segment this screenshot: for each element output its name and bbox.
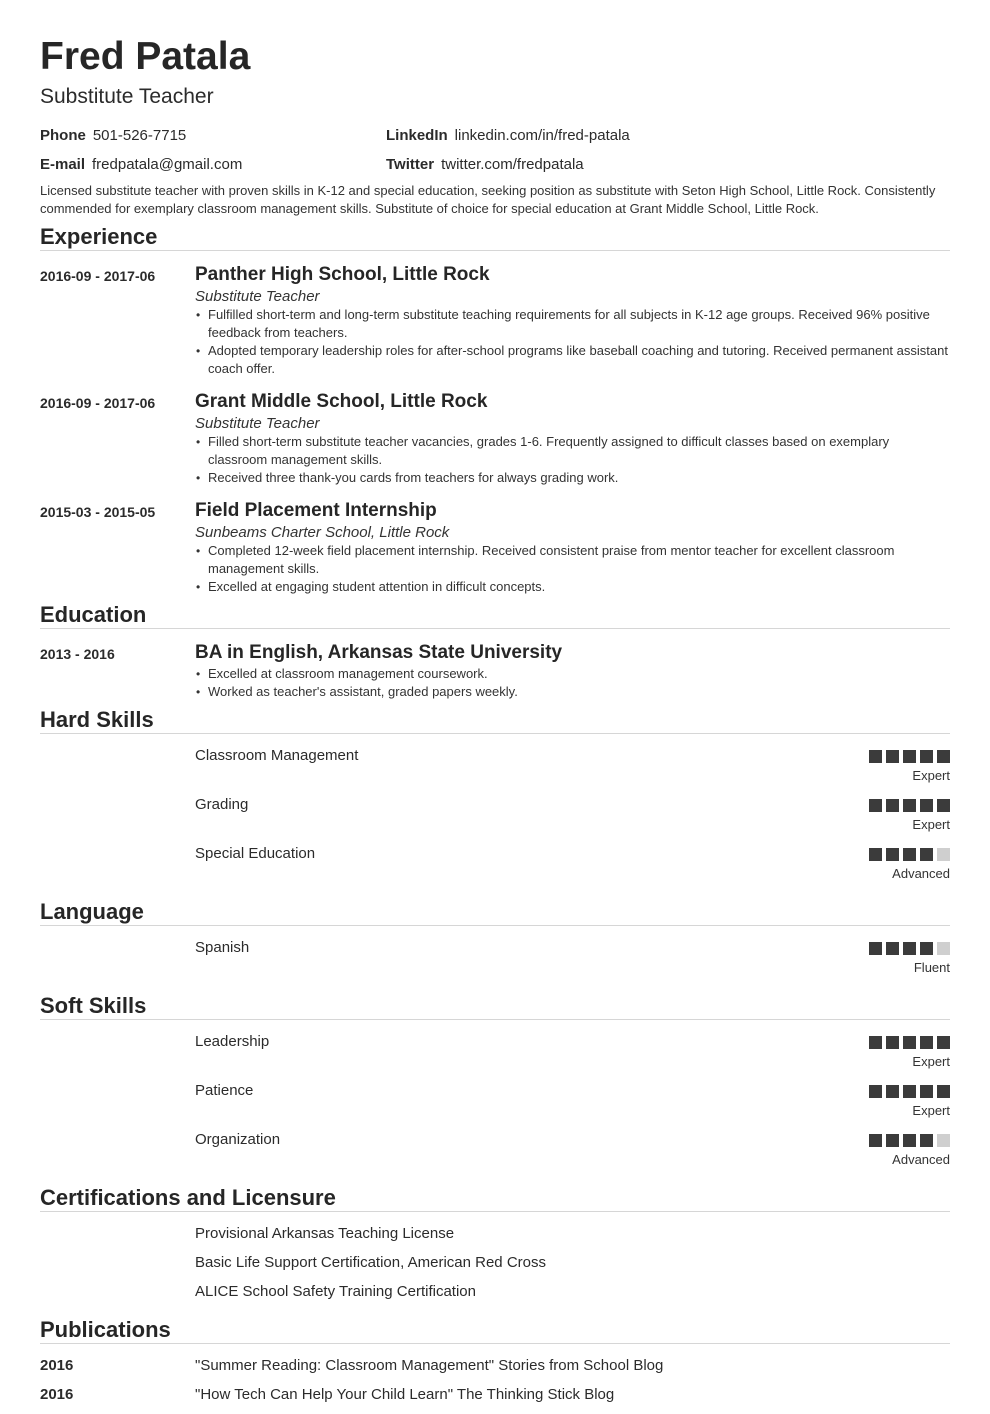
contact-twitter: [386, 156, 584, 174]
contact-block: [40, 122, 950, 182]
language-list: [40, 938, 950, 987]
soft-skills-section-title: Soft Skills: [40, 993, 950, 1020]
contact-linkedin: [386, 127, 630, 145]
rating-square-filled: [937, 1036, 950, 1049]
rating-square-filled: [869, 848, 882, 861]
entry-heading: Panther High School, Little Rock: [195, 264, 490, 285]
skill-row: [40, 795, 950, 844]
skill-row: [40, 1130, 950, 1179]
rating-square-filled: [920, 1085, 933, 1098]
phone-label: Phone: [40, 127, 86, 144]
entry-bullets: [195, 665, 950, 701]
contact-email: [40, 156, 242, 174]
rating-square-filled: [903, 1134, 916, 1147]
rating-square-filled: [920, 1134, 933, 1147]
twitter-label: Twitter: [386, 156, 435, 173]
experience-entry: [40, 263, 950, 378]
rating-square-filled: [920, 1036, 933, 1049]
skill-rating: [869, 750, 950, 763]
education-list: [40, 641, 950, 701]
rating-square-filled: [869, 942, 882, 955]
skill-name: Classroom Management: [195, 747, 359, 764]
rating-square-filled: [903, 942, 916, 955]
education-section-title: Education: [40, 602, 950, 629]
bullet-item: • Filled short-term substitute teacher vacancies, grades 1-6. Frequently assigned to difficult classes based on exemplary classroom management skills.: [195, 433, 950, 469]
rating-square-filled: [920, 799, 933, 812]
rating-square-empty: [937, 848, 950, 861]
entry-date: 2016-09 - 2017-06: [40, 395, 156, 411]
publication-year: 2016: [40, 1386, 74, 1403]
rating-square-filled: [903, 1085, 916, 1098]
certifications-section-title: Certifications and Licensure: [40, 1185, 950, 1212]
candidate-name: Fred Patala: [40, 35, 251, 78]
rating-square-filled: [920, 848, 933, 861]
experience-list: [40, 263, 950, 596]
rating-square-filled: [903, 1036, 916, 1049]
rating-square-filled: [903, 848, 916, 861]
entry-heading: Grant Middle School, Little Rock: [195, 391, 488, 412]
certification-item: ALICE School Safety Training Certification: [195, 1283, 476, 1300]
bullet-item: • Completed 12-week field placement internship. Received consistent praise from mentor teacher for excellent classroom management skills.: [195, 542, 950, 578]
job-title: Substitute Teacher: [40, 85, 214, 108]
rating-square-filled: [886, 942, 899, 955]
skill-name: Organization: [195, 1131, 281, 1148]
certifications-list: [40, 1224, 950, 1311]
linkedin-label: LinkedIn: [386, 127, 448, 144]
rating-square-filled: [869, 1085, 882, 1098]
entry-subtitle: Substitute Teacher: [195, 415, 320, 432]
skill-row: [40, 844, 950, 893]
entry-date: 2015-03 - 2015-05: [40, 504, 156, 520]
bullet-item: • Adopted temporary leadership roles for after-school programs like baseball coaching and tutoring. Received permanent assistant coach offer.: [195, 342, 950, 378]
skill-rating: [869, 1036, 950, 1049]
summary: Licensed substitute teacher with proven skills in K-12 and special education, seeking position as substitute with Seton High School, Little Rock. Consistently commended for exemplary classroom management skills. Substitute of choice for special education at Grant Middle School, Little Rock.: [40, 183, 936, 216]
skill-rating: [869, 799, 950, 812]
bullet-item: • Fulfilled short-term and long-term substitute teaching requirements for all subjects in K-12 age groups. Received 96% positive feedback from teachers.: [195, 306, 950, 342]
skill-row: [40, 938, 950, 987]
skill-rating: [869, 1134, 950, 1147]
rating-square-filled: [920, 750, 933, 763]
skill-rating: [869, 848, 950, 861]
bullet-item: • Received three thank-you cards from teachers for always grading work.: [195, 469, 950, 487]
skill-level: Advanced: [892, 1152, 950, 1167]
skill-rating: [869, 942, 950, 955]
entry-date: 2013 - 2016: [40, 646, 115, 662]
certification-item: Provisional Arkansas Teaching License: [195, 1225, 455, 1242]
experience-entry: [40, 499, 950, 596]
experience-section-title: Experience: [40, 224, 950, 251]
linkedin-value[interactable]: linkedin.com/in/fred-patala: [454, 127, 630, 144]
skill-row: [40, 746, 950, 795]
soft-skills-list: [40, 1032, 950, 1179]
bullet-item: • Excelled at classroom management coursework.: [195, 665, 950, 683]
rating-square-filled: [937, 799, 950, 812]
bullet-item: • Excelled at engaging student attention in difficult concepts.: [195, 578, 950, 596]
rating-square-filled: [869, 1036, 882, 1049]
publication-item: [40, 1356, 950, 1385]
rating-square-filled: [903, 750, 916, 763]
skill-level: Advanced: [892, 866, 950, 881]
hard-skills-section-title: Hard Skills: [40, 707, 950, 734]
publications-section-title: Publications: [40, 1317, 950, 1344]
skill-row: [40, 1032, 950, 1081]
rating-square-filled: [886, 1036, 899, 1049]
rating-square-filled: [920, 942, 933, 955]
skill-level: Fluent: [913, 960, 950, 975]
rating-square-filled: [886, 1085, 899, 1098]
skill-level: Expert: [912, 1103, 950, 1118]
publications-list: [40, 1356, 950, 1414]
rating-square-filled: [886, 799, 899, 812]
skill-name: Spanish: [195, 939, 250, 956]
rating-square-empty: [937, 1134, 950, 1147]
entry-date: 2016-09 - 2017-06: [40, 268, 156, 284]
entry-bullets: [195, 306, 950, 378]
rating-square-filled: [886, 1134, 899, 1147]
rating-square-filled: [869, 1134, 882, 1147]
rating-square-filled: [937, 750, 950, 763]
skill-level: Expert: [912, 1054, 950, 1069]
hard-skills-list: [40, 746, 950, 893]
phone-value: 501-526-7715: [92, 127, 187, 144]
skill-level: Expert: [912, 768, 950, 783]
entry-heading: BA in English, Arkansas State University: [195, 642, 563, 663]
entry-bullets: [195, 433, 950, 487]
education-entry: [40, 641, 950, 701]
entry-subtitle: Sunbeams Charter School, Little Rock: [195, 524, 450, 541]
entry-heading: Field Placement Internship: [195, 500, 437, 521]
entry-subtitle: Substitute Teacher: [195, 288, 320, 305]
rating-square-filled: [903, 799, 916, 812]
skill-name: Leadership: [195, 1033, 270, 1050]
bullet-item: • Worked as teacher's assistant, graded papers weekly.: [195, 683, 950, 701]
publication-title: "Summer Reading: Classroom Management" Stories from School Blog: [195, 1357, 664, 1374]
certification-item: Basic Life Support Certification, American Red Cross: [195, 1254, 546, 1271]
twitter-value[interactable]: twitter.com/fredpatala: [441, 156, 584, 173]
rating-square-filled: [869, 750, 882, 763]
rating-square-filled: [886, 750, 899, 763]
skill-rating: [869, 1085, 950, 1098]
email-label: E-mail: [40, 156, 86, 173]
skill-name: Special Education: [195, 845, 316, 862]
language-section-title: Language: [40, 899, 950, 926]
skill-level: Expert: [912, 817, 950, 832]
skill-name: Patience: [195, 1082, 254, 1099]
publication-title: "How Tech Can Help Your Child Learn" The Thinking Stick Blog: [195, 1386, 615, 1403]
rating-square-filled: [886, 848, 899, 861]
rating-square-empty: [937, 942, 950, 955]
contact-phone: [40, 127, 186, 145]
publication-year: 2016: [40, 1357, 74, 1374]
entry-bullets: [195, 542, 950, 596]
email-value[interactable]: fredpatala@gmail.com: [92, 156, 243, 173]
skill-name: Grading: [195, 796, 249, 813]
rating-square-filled: [937, 1085, 950, 1098]
experience-entry: [40, 390, 950, 487]
rating-square-filled: [869, 799, 882, 812]
skill-row: [40, 1081, 950, 1130]
